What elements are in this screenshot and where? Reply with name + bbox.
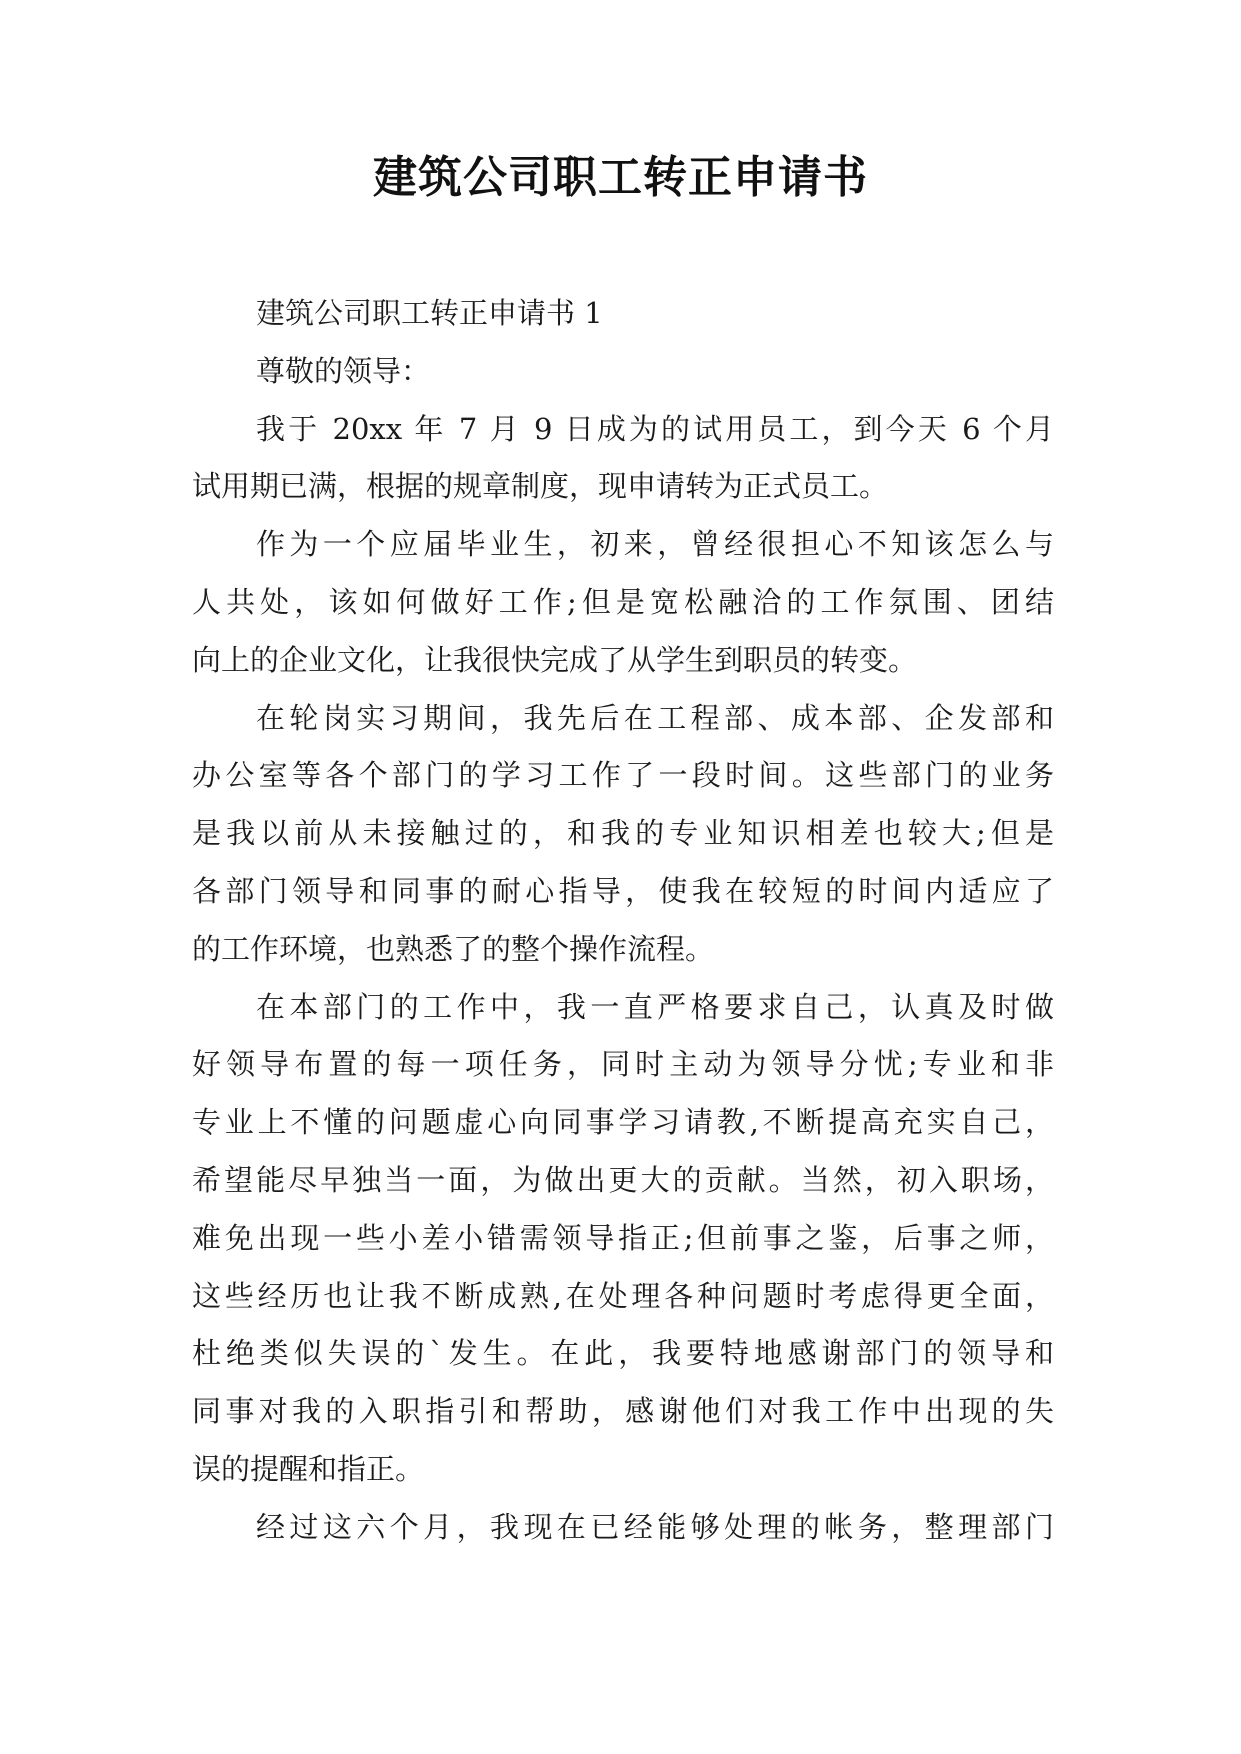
body-line: 我于 20xx 年 7 月 9 日成为的试用员工，到今天 6 个月 (256, 411, 1054, 446)
body-line: 在轮岗实习期间，我先后在工程部、成本部、企发部和 (256, 700, 1054, 735)
body-line: 在本部门的工作中，我一直严格要求自己，认真及时做 (256, 989, 1054, 1024)
body-line: 向上的企业文化，让我很快完成了从学生到职员的转变。 (192, 642, 918, 677)
body-line: 是我以前从未接触过的，和我的专业知识相差也较大;但是 (192, 816, 1054, 851)
body-line: 各部门领导和同事的耐心指导，使我在较短的时间内适应了 (192, 873, 1054, 908)
document-title: 建筑公司职工转正申请书 (373, 152, 868, 203)
body-line: 好领导布置的每一项任务，同时主动为领导分忧;专业和非 (192, 1047, 1054, 1082)
body-line: 作为一个应届毕业生，初来，曾经很担心不知该怎么与 (256, 527, 1054, 562)
body-line: 误的提醒和指正。 (192, 1451, 425, 1486)
body-line: 建筑公司职工转正申请书 1 (256, 296, 603, 330)
body-line: 希望能尽早独当一面，为做出更大的贡献。当然，初入职场， (192, 1162, 1054, 1197)
body-line: 这些经历也让我不断成熟,在处理各种问题时考虑得更全面， (192, 1278, 1054, 1313)
body-line: 办公室等各个部门的学习工作了一段时间。这些部门的业务 (192, 758, 1054, 793)
body-line: 杜绝类似失误的`发生。在此，我要特地感谢部门的领导和 (192, 1336, 1054, 1371)
body-line: 同事对我的入职指引和帮助，感谢他们对我工作中出现的失 (192, 1394, 1054, 1429)
body-line: 人共处，该如何做好工作;但是宽松融洽的工作氛围、团结 (192, 584, 1054, 619)
body-line: 尊敬的领导： (256, 353, 431, 388)
body-line: 难免出现一些小差小错需领导指正;但前事之鉴，后事之师， (192, 1220, 1054, 1255)
body-line: 经过这六个月，我现在已经能够处理的帐务，整理部门 (256, 1509, 1054, 1544)
document-body (192, 285, 1054, 1557)
body-line: 专业上不懂的问题虚心向同事学习请教,不断提高充实自己， (192, 1105, 1054, 1140)
body-line: 的工作环境，也熟悉了的整个操作流程。 (192, 931, 715, 966)
body-line: 试用期已满，根据的规章制度，现申请转为正式员工。 (192, 469, 889, 504)
